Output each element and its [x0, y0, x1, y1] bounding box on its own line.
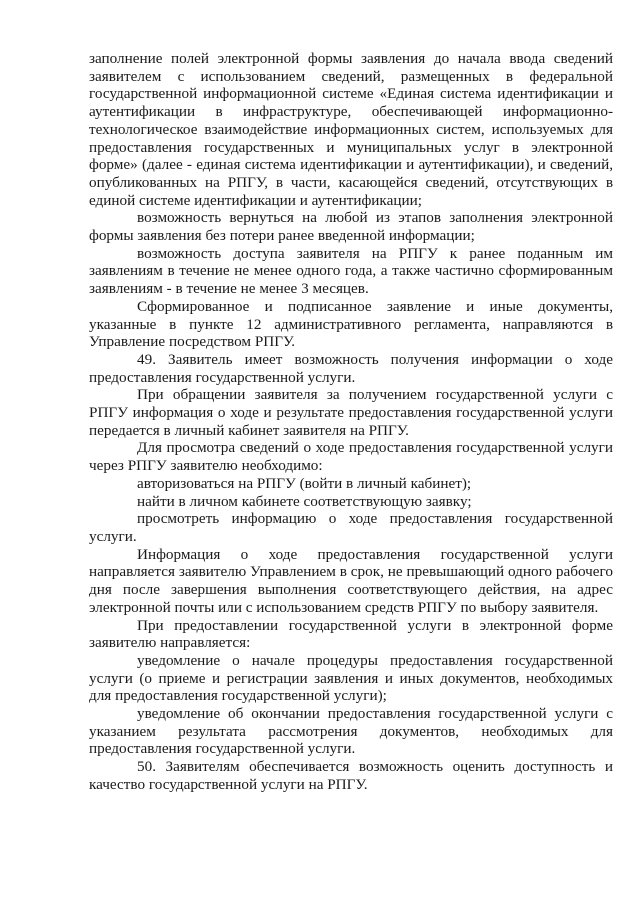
paragraph: При обращении заявителя за получением государственной услуги с РПГУ информация о ходе и результате предоставления государственной услуги передается в личный кабинет заявителя на РПГУ.: [89, 386, 613, 439]
paragraph: возможность вернуться на любой из этапов заполнения электронной формы заявления без потери ранее введенной информации;: [89, 209, 613, 245]
list-item: уведомление о начале процедуры предоставления государственной услуги (о приеме и регистрации заявления и иных документов, необходимых для предоставления государственной услуги);: [89, 651, 613, 705]
list-item: уведомление об окончании предоставления государственной услуги с указанием результата рассмотрения документов, необходимых для предоставления государственной услуги.: [89, 705, 613, 758]
paragraph: Информация о ходе предоставления государственной услуги направляется заявителю Управлением в срок, не превышающий одного рабочего дня после завершения выполнения соответствующего действия, на адрес электронной почты или с использованием средств РПГУ по выбору заявителя.: [89, 545, 613, 616]
paragraph-item-50: 50. Заявителям обеспечивается возможность оценить доступность и качество государственной услуги на РПГУ.: [89, 758, 613, 793]
list-item: просмотреть информацию о ходе предоставления государственной услуги.: [89, 510, 613, 545]
list-item: найти в личном кабинете соответствующую заявку;: [137, 492, 472, 510]
paragraph: При предоставлении государственной услуги в электронной форме заявителю направляется:: [89, 616, 613, 652]
paragraph: возможность доступа заявителя на РПГУ к ранее поданным им заявлениям в течение не менее одного года, а также частично сформированным заявлениям - в течение не менее 3 месяцев.: [89, 244, 613, 298]
list-item: авторизоваться на РПГУ (войти в личный кабинет);: [137, 474, 472, 492]
paragraph: заполнение полей электронной формы заявления до начала ввода сведений заявителем с использованием сведений, размещенных в федеральной государственной информационной системе «Единая система идентификации и аутентификации в инфраструктуре, обеспечивающей информационно-технологическое взаимодействие информационных систем, используемых для предоставления государственных и муниципальных услуг в электронной форме» (далее - единая система идентификации и аутентификации), и сведений, опубликованных на РПГУ, в части, касающейся сведений, отсутствующих в единой системе идентификации и аутентификации;: [89, 50, 613, 209]
paragraph: Сформированное и подписанное заявление и иные документы, указанные в пункте 12 административного регламента, направляются в Управление посредством РПГУ.: [89, 297, 613, 351]
paragraph-item-49: 49. Заявитель имеет возможность получения информации о ходе предоставления государственной услуги.: [89, 350, 613, 386]
document-page: [89, 50, 613, 794]
paragraph: Для просмотра сведений о ходе предоставления государственной услуги через РПГУ заявителю необходимо:: [89, 439, 613, 475]
